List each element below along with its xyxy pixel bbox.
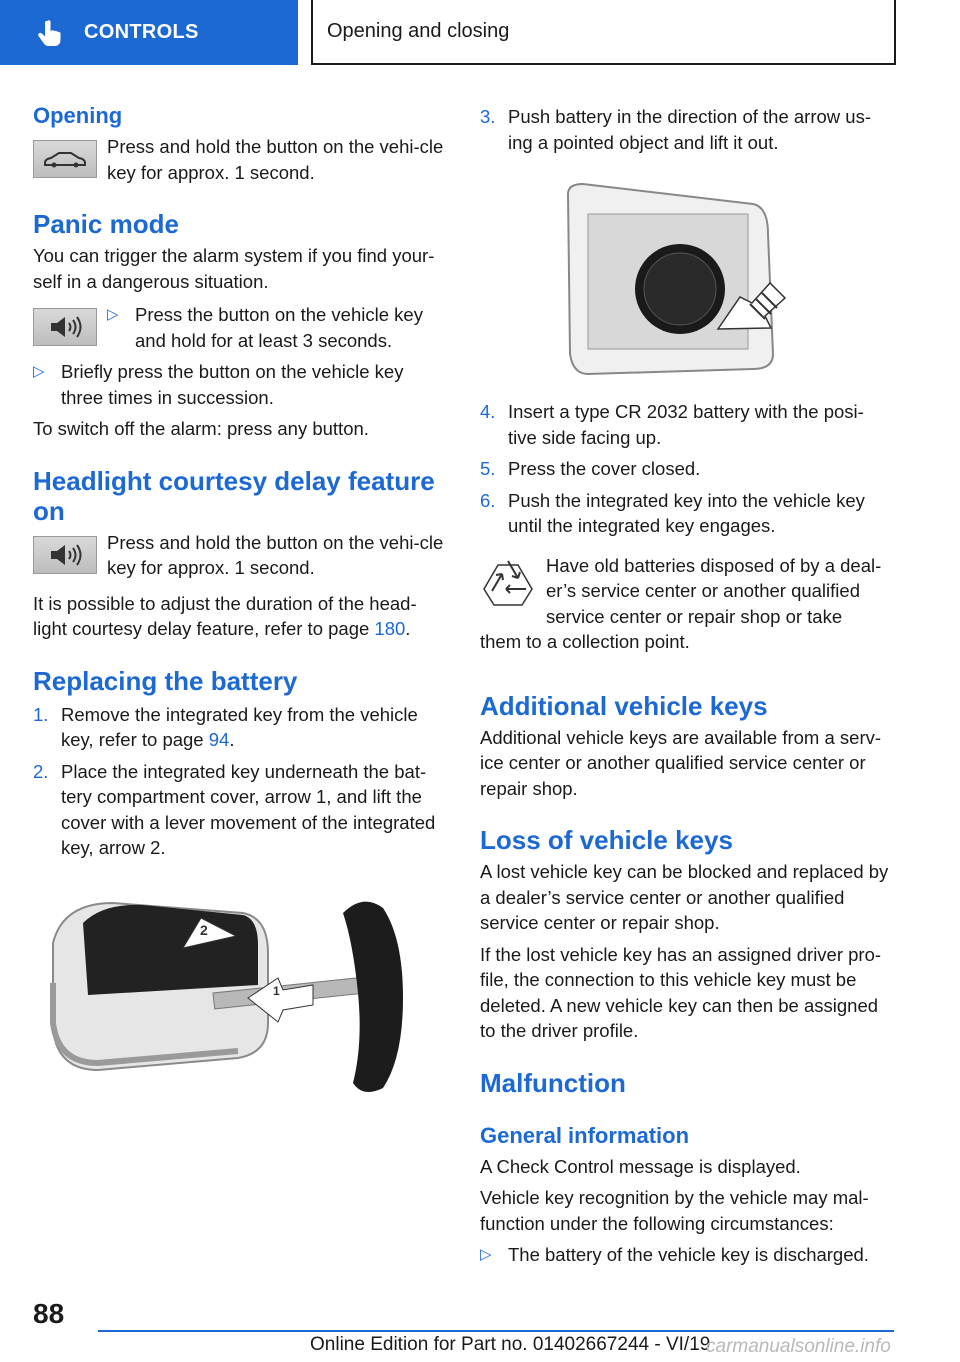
battery-step-3: 3. Push battery in the direction of the arrow us-ing a pointed object and lift it out.	[480, 106, 871, 153]
hand-pointer-icon	[38, 19, 64, 47]
battery-compartment-illustration	[480, 179, 892, 379]
page-link-180[interactable]: 180	[374, 618, 406, 639]
heading-replacing-battery: Replacing the battery	[33, 665, 298, 696]
panic-bullet-1: ▷ Press the button on the vehicle key and hold for at least 3 seconds.	[107, 302, 445, 353]
courtesy-text: Press and hold the button on the vehi-cle key for approx. 1 second.	[107, 531, 444, 578]
battery-step-1: 1. Remove the integrated key from the vehicle key, refer to page 94.	[33, 703, 418, 750]
additional-keys-text: Additional vehicle keys are available from a serv-ice center or another qualified service center or repair shop.	[480, 726, 882, 799]
opening-text: Press and hold the button on the vehi-cle key for approx. 1 second.	[107, 136, 444, 183]
heading-loss-of-keys: Loss of vehicle keys	[480, 825, 733, 855]
heading-general-information: General information	[480, 1122, 690, 1148]
arrow-2-label: 2	[200, 921, 208, 938]
opening-row	[33, 134, 445, 185]
courtesy-row	[33, 530, 445, 581]
loss-text-2: If the lost vehicle key has an assigned driver pro-file, the connection to this vehicle key must be deleted. A new vehicle key can then be assigned to the driver profile.	[480, 943, 882, 1041]
heading-malfunction: Malfunction	[480, 1067, 626, 1098]
battery-step-6: 6. Push the integrated key into the vehicle key until the integrated key engages.	[480, 489, 865, 536]
loss-text-1: A lost vehicle key can be blocked and replaced by a dealer’s service center or another qualified service center or repair shop.	[480, 861, 889, 933]
courtesy-note: It is possible to adjust the duration of the head-light courtesy delay feature, refer to page 180.	[33, 592, 417, 639]
panic-row	[33, 302, 445, 353]
page-link-94[interactable]: 94	[208, 729, 230, 750]
section-tab	[0, 0, 298, 65]
key-lever-illustration	[33, 883, 433, 1103]
malfunction-text-2: Vehicle key recognition by the vehicle may mal-function under the following circumstances:	[480, 1187, 869, 1234]
panic-bullet-2: ▷ Briefly press the button on the vehicle key three times in succession.	[33, 359, 445, 410]
recycle-icon	[480, 553, 536, 609]
right-column	[480, 100, 892, 1268]
footer-edition: Online Edition for Part no. 01402667244 - VI/19	[310, 1334, 711, 1355]
battery-step-2: 2. Place the integrated key underneath the bat-tery compartment cover, arrow 1, and lift the cover with a lever movement of the integrated key, arrow 2.	[33, 760, 436, 858]
arrow-1-label: 1	[273, 983, 280, 998]
heading-panic-mode: Panic mode	[33, 209, 179, 239]
section-label: CONTROLS	[84, 21, 199, 43]
heading-opening: Opening	[33, 103, 123, 128]
bullet-marker: ▷	[480, 1246, 492, 1263]
malfunction-text-1: A Check Control message is displayed.	[480, 1155, 801, 1177]
page-number: 88	[33, 1298, 65, 1329]
battery-step-5: 5. Press the cover closed.	[480, 458, 701, 479]
heading-additional-keys: Additional vehicle keys	[480, 690, 768, 721]
disposal-text-cont: them to a collection point.	[480, 631, 690, 652]
watermark: carmanualsonline.info	[706, 1336, 891, 1357]
horn-button-icon	[33, 536, 97, 574]
malfunction-bullet-1: ▷ The battery of the vehicle key is discharged.	[480, 1242, 892, 1268]
page-title: Opening and closing	[327, 20, 510, 42]
bullet-marker: ▷	[33, 363, 45, 380]
disposal-row	[480, 553, 892, 630]
left-column	[33, 100, 445, 1103]
heading-courtesy: Headlight courtesy delay feature on	[33, 465, 435, 526]
alarm-off-text: To switch off the alarm: press any button.	[33, 418, 369, 439]
bullet-marker: ▷	[107, 306, 119, 323]
disposal-text: Have old batteries disposed of by a deal-er’s service center or another qualified service center or repair shop or take	[546, 554, 882, 627]
horn-button-icon	[33, 308, 97, 346]
header-title-box	[311, 0, 896, 65]
panic-intro: You can trigger the alarm system if you find your-self in a dangerous situation.	[33, 245, 435, 292]
footer-divider	[98, 1330, 894, 1332]
car-key-button-icon	[33, 140, 97, 178]
battery-step-4: 4. Insert a type CR 2032 battery with the posi-tive side facing up.	[480, 401, 864, 448]
